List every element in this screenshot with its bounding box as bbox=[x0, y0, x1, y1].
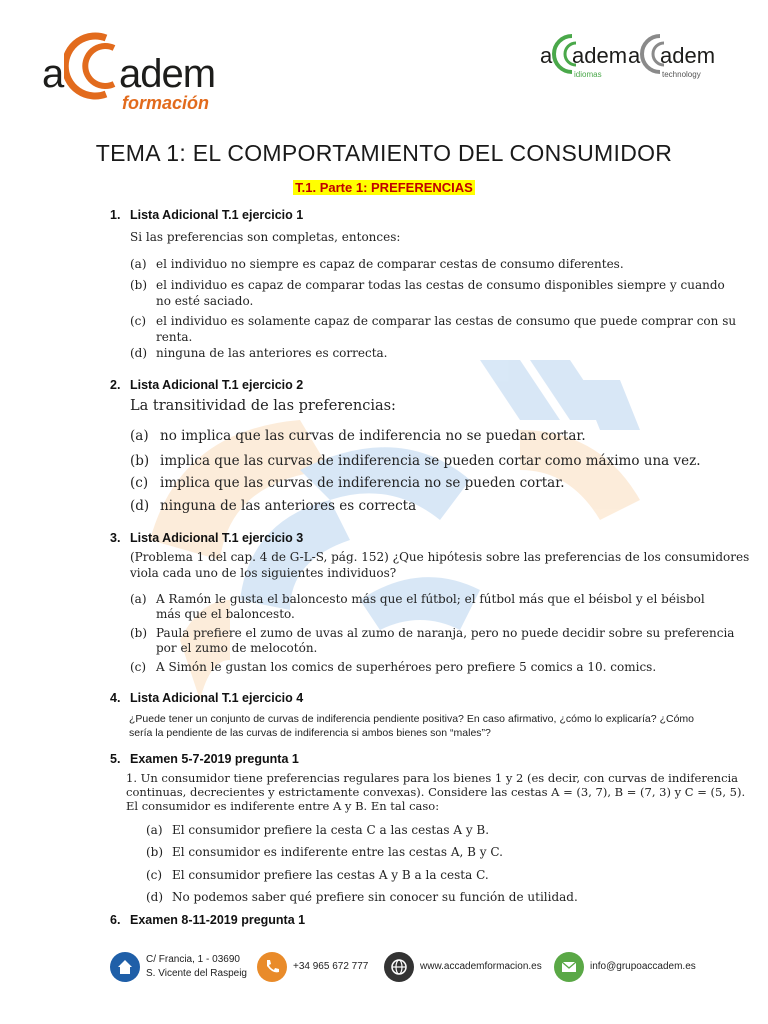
option-text: ninguna de las anteriores es correcta. bbox=[156, 346, 388, 360]
option-text: no implica que las curvas de indiferencia no se puedan cortar. bbox=[160, 428, 586, 444]
phone-number[interactable]: +34 965 672 777 bbox=[293, 961, 369, 972]
option-text: el individuo es solamente capaz de comparar las cestas de consumo que puede comprar con su bbox=[156, 314, 737, 328]
option-label: (c) bbox=[130, 475, 149, 491]
section-title: Lista Adicional T.1 ejercicio 1 bbox=[130, 208, 304, 222]
home-icon bbox=[110, 952, 140, 982]
exercise-intro: 1. Un consumidor tiene preferencias regulares para los bienes 1 y 2 (es decir, con curvas de indiferencia bbox=[126, 771, 739, 785]
option-text: implica que las curvas de indiferencia no se pueden cortar. bbox=[160, 475, 565, 491]
option-label: (d) bbox=[130, 498, 150, 514]
mail-icon bbox=[554, 952, 584, 982]
accadem-formacion-logo bbox=[42, 30, 216, 115]
logo-tagline: formación bbox=[122, 93, 210, 113]
email-link[interactable]: info@grupoaccadem.es bbox=[590, 961, 696, 972]
option-text: A Ramón le gusta el baloncesto más que el fútbol; el fútbol más que el béisbol y el béisbol bbox=[156, 592, 705, 606]
section-number: 1. bbox=[110, 208, 121, 222]
exercise-intro: La transitividad de las preferencias: bbox=[130, 398, 396, 414]
logo-letter-a: a bbox=[540, 43, 553, 68]
option-label: (c) bbox=[130, 314, 147, 328]
option-text-cont: renta. bbox=[156, 330, 193, 344]
option-label: (c) bbox=[130, 660, 147, 674]
section-number: 5. bbox=[110, 752, 121, 766]
section-number: 4. bbox=[110, 691, 121, 705]
option-text-cont: no esté saciado. bbox=[156, 294, 254, 308]
logo-sub: technology bbox=[662, 70, 701, 79]
option-label: (a) bbox=[130, 257, 147, 271]
option-label: (b) bbox=[146, 845, 164, 859]
logo-text-adem: adem bbox=[572, 43, 628, 68]
exercise-intro-cont: continuas, decrecientes y estrictamente convexas). Considere las cestas A = (3, 7), B = (7, 3) y C = (5, 5). bbox=[126, 785, 746, 799]
option-label: (d) bbox=[130, 346, 148, 360]
subtitle-text: T.1. Parte 1: PREFERENCIAS bbox=[295, 180, 473, 195]
option-label: (b) bbox=[130, 626, 148, 640]
option-text: implica que las curvas de indiferencia se pueden cortar como máximo una vez. bbox=[160, 453, 701, 469]
section-number: 6. bbox=[110, 913, 121, 927]
section-title: Examen 8-11-2019 pregunta 1 bbox=[130, 913, 306, 927]
option-label: (a) bbox=[130, 428, 149, 444]
option-text: el individuo no siempre es capaz de comparar cestas de consumo diferentes. bbox=[156, 257, 624, 271]
logo-letter-a: a bbox=[628, 43, 641, 68]
section-title: Examen 5-7-2019 pregunta 1 bbox=[130, 752, 299, 766]
option-text-cont: por el zumo de melocotón. bbox=[156, 641, 318, 655]
option-label: (b) bbox=[130, 278, 148, 292]
option-label: (c) bbox=[146, 868, 163, 882]
globe-icon bbox=[384, 952, 414, 982]
option-text: El consumidor prefiere la cesta C a las cestas A y B. bbox=[172, 823, 490, 837]
option-text: El consumidor prefiere las cestas A y B a la cesta C. bbox=[172, 868, 489, 882]
option-label: (a) bbox=[146, 823, 163, 837]
phone-icon bbox=[257, 952, 287, 982]
website-link[interactable]: www.accademformacion.es bbox=[420, 961, 542, 972]
option-text: ninguna de las anteriores es correcta bbox=[160, 498, 417, 514]
option-text: el individuo es capaz de comparar todas las cestas de consumo disponibles siempre y cuando bbox=[156, 278, 725, 292]
address-line-2: S. Vicente del Raspeig bbox=[146, 968, 247, 979]
option-text: A Simón le gustan los comics de superhéroes pero prefiere 5 comics a 10. comics. bbox=[156, 660, 657, 674]
page-title: TEMA 1: EL COMPORTAMIENTO DEL CONSUMIDOR bbox=[95, 140, 673, 166]
option-text: El consumidor es indiferente entre las cestas A, B y C. bbox=[172, 845, 503, 859]
option-text-cont: más que el baloncesto. bbox=[156, 607, 295, 621]
exercise-intro: Si las preferencias son completas, entonces: bbox=[130, 230, 401, 244]
option-label: (d) bbox=[146, 890, 164, 904]
section-number: 2. bbox=[110, 378, 121, 392]
option-label: (a) bbox=[130, 592, 147, 606]
exercise-intro: (Problema 1 del cap. 4 de G-L-S, pág. 152) ¿Que hipótesis sobre las preferencias de los consumidores bbox=[130, 550, 750, 564]
section-subtitle bbox=[0, 180, 768, 195]
address-line-1: C/ Francia, 1 - 03690 bbox=[146, 954, 240, 965]
section-title: Lista Adicional T.1 ejercicio 4 bbox=[130, 691, 304, 705]
accadem-idiomas-logo bbox=[540, 30, 628, 80]
exercise-intro-cont: viola cada uno de los siguientes individuos? bbox=[130, 566, 397, 580]
logo-letter-a: a bbox=[42, 52, 64, 96]
logo-text-adem: adem bbox=[660, 43, 716, 68]
page-footer bbox=[0, 950, 768, 990]
exercise-4-text: ¿Puede tener un conjunto de curvas de indiferencia pendiente positiva? En caso afirmativo, ¿cómo lo explicaría? ¿Cómo sería la pendiente de las curvas de indiferencia si ambos bienes son “males”? bbox=[129, 713, 694, 739]
section-number: 3. bbox=[110, 531, 121, 545]
logo-text-adem: adem bbox=[119, 52, 216, 96]
section-title: Lista Adicional T.1 ejercicio 2 bbox=[130, 378, 304, 392]
option-text: Paula prefiere el zumo de uvas al zumo de naranja, pero no puede decidir sobre su preferencia bbox=[156, 626, 735, 640]
accadem-technology-logo bbox=[628, 30, 716, 80]
section-title: Lista Adicional T.1 ejercicio 3 bbox=[130, 531, 304, 545]
logo-cc-mark bbox=[64, 32, 124, 100]
exercise-intro-cont: El consumidor es indiferente entre A y B. En tal caso: bbox=[126, 799, 440, 813]
option-text: No podemos saber qué prefiere sin conocer su función de utilidad. bbox=[172, 890, 578, 904]
logo-sub: idiomas bbox=[574, 70, 602, 79]
option-label: (b) bbox=[130, 453, 150, 469]
